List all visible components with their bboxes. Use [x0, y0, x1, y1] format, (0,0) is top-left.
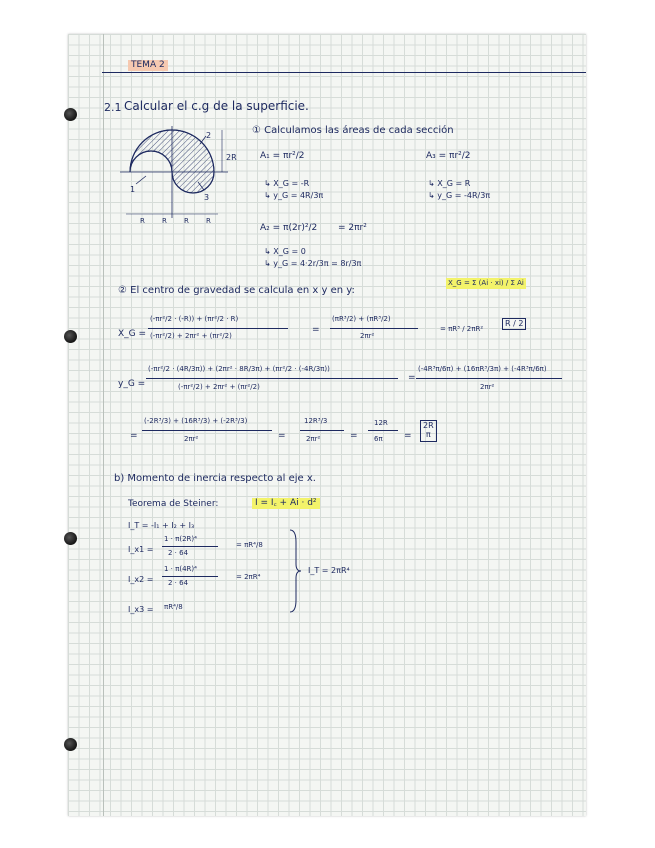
problem-statement: Calcular el c.g de la superficie.: [124, 99, 309, 113]
a1-xg: ↳ X_G = -R: [264, 179, 310, 188]
centroid-formula: X_G = Σ (Ai · xi) / Σ Ai: [448, 279, 524, 287]
steiner-label: Teorema de Steiner:: [128, 499, 219, 509]
a3-xg: ↳ X_G = R: [428, 179, 471, 188]
figure-label-3: 3: [204, 193, 210, 202]
a1-yg: ↳ y_G = 4R/3π: [264, 191, 324, 200]
a2-formula: A₂ = π(2r)²/2: [260, 223, 318, 233]
xg-eq1: =: [312, 325, 320, 335]
yg-lhs: y_G =: [118, 379, 146, 389]
a1-formula: A₁ = πr²/2: [260, 151, 305, 161]
it-line: I_T = -I₁ + I₂ + I₃: [128, 521, 195, 530]
header-rule: [102, 72, 586, 73]
xg-result: R / 2: [502, 318, 526, 330]
tema-label: TEMA 2: [128, 60, 168, 71]
yg-line2-frac-den: 6π: [374, 435, 383, 443]
brace: [288, 528, 302, 614]
notebook-sheet: [68, 34, 586, 816]
yg-numerator: (-πr²/2 · (4R/3π)) + (2πr² · 8R/3π) + (πr²/2 · (-4R/3π)): [148, 365, 330, 373]
figure-label-r2: R: [162, 217, 167, 225]
ix3-val: πR⁴/8: [164, 603, 183, 611]
yg-eq4: =: [350, 431, 358, 441]
xg-denominator-2: 2πr²: [360, 332, 375, 340]
total-inertia: I_T = 2πR⁴: [308, 566, 350, 575]
binder-hole-3: [64, 532, 77, 545]
figure-label-r3: R: [184, 217, 189, 225]
a2-result: = 2πr²: [338, 223, 367, 233]
a2-yg: ↳ y_G = 4·2r/3π = 8r/3π: [264, 259, 362, 268]
figure-label-r1: R: [140, 217, 145, 225]
ix2-num: 1 · π(4R)⁴: [164, 565, 197, 573]
problem-number: 2.1: [104, 101, 122, 114]
figure-label-1: 1: [130, 185, 136, 194]
step1-heading: ① Calculamos las áreas de cada sección: [252, 125, 454, 136]
yg-eq3: =: [278, 431, 286, 441]
yg-result-num: 2R: [423, 421, 434, 430]
ix1-den: 2 · 64: [168, 549, 189, 557]
a3-formula: A₃ = πr²/2: [426, 151, 471, 161]
steiner-formula: I = I꜀ + Ai · d²: [252, 498, 320, 509]
ix3-lhs: I_x3 =: [128, 605, 154, 614]
ix1-num: 1 · π(2R)⁴: [164, 535, 197, 543]
step2-heading: ② El centro de gravedad se calcula en x y en y:: [118, 285, 355, 296]
yg-result-den: π: [425, 429, 431, 439]
yg-result: [420, 420, 437, 442]
xg-lhs: X_G =: [118, 329, 147, 339]
ix1-lhs: I_x1 =: [128, 545, 154, 554]
ix1-res: = πR⁴/8: [236, 541, 263, 549]
surface-figure: [116, 126, 236, 226]
xg-numerator-2: (πR³/2) + (πR³/2): [332, 315, 391, 323]
yg-line2-numerator: (-2R³/3) + (16R³/3) + (-2R³/3): [144, 417, 248, 425]
yg-eq1: =: [408, 373, 416, 383]
yg-line2-denominator: 2πr²: [184, 435, 199, 443]
a3-yg: ↳ y_G = -4R/3π: [428, 191, 491, 200]
binder-hole-1: [64, 108, 77, 121]
yg-eq5: =: [404, 431, 412, 441]
figure-label-r4: R: [206, 217, 211, 225]
yg-denominator-2: 2πr²: [480, 383, 495, 391]
partb-heading: b) Momento de inercia respecto al eje x.: [114, 473, 316, 484]
xg-numerator: (-πr²/2 · (-R)) + (πr²/2 · R): [150, 315, 239, 323]
yg-line2-mid-num: 12R³/3: [304, 417, 328, 425]
binder-hole-2: [64, 330, 77, 343]
a2-xg: ↳ X_G = 0: [264, 247, 306, 256]
yg-numerator-2: (-4R³π/6π) + (16πR³/3π) + (-4R³π/6π): [418, 365, 547, 373]
yg-eq2: =: [130, 431, 138, 441]
ix2-lhs: I_x2 =: [128, 575, 154, 584]
yg-line2-frac-num: 12R: [374, 419, 388, 427]
binder-hole-4: [64, 738, 77, 751]
yg-line2-mid-den: 2πr²: [306, 435, 321, 443]
figure-label-2R: 2R: [226, 153, 237, 162]
yg-denominator: (-πr²/2) + 2πr² + (πr²/2): [178, 383, 260, 391]
xg-denominator: (-πr²/2) + 2πr² + (πr²/2): [150, 332, 232, 340]
figure-label-2: 2: [206, 131, 212, 140]
xg-mid: = πR³ / 2πR²: [440, 325, 484, 333]
ix2-res: = 2πR⁴: [236, 573, 261, 581]
ix2-den: 2 · 64: [168, 579, 189, 587]
